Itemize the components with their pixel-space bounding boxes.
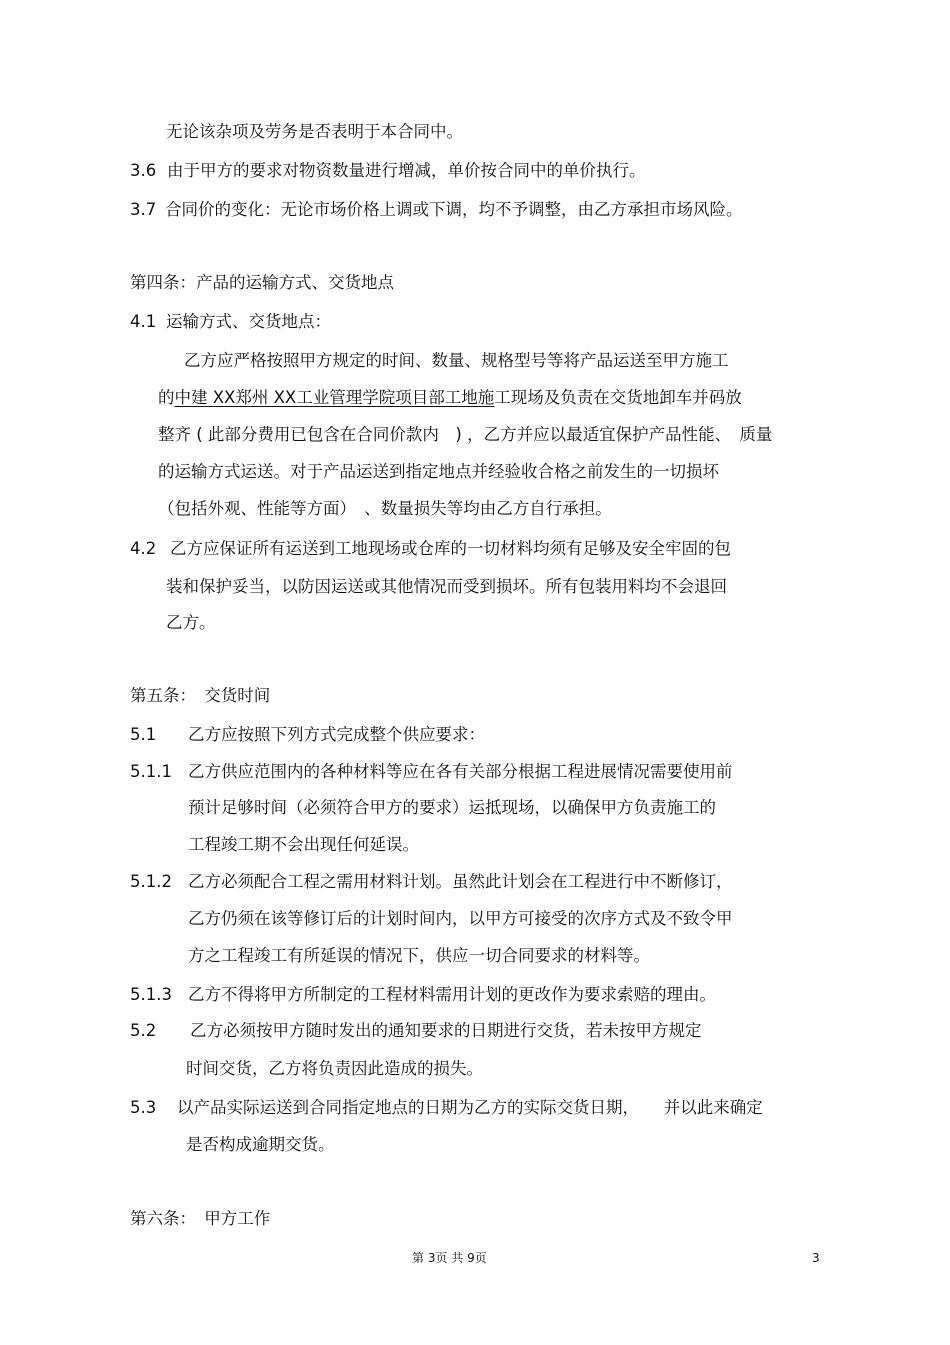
paragraph-line: 时间交货，乙方将负责因此造成的损失。 [186,1059,483,1078]
paragraph-line: 是否构成逾期交货。 [186,1135,335,1154]
clause-number: 3.7 [130,200,157,219]
clause-number: 3.6 [130,161,157,180]
paragraph-line: 整齐 ( 此部分费用已包含在合同价款内 ) ，乙方并应以最适宜保护产品性能、 质量 [158,425,773,444]
clause-text: 乙方必须按甲方随时发出的通知要求的日期进行交货，若未按甲方规定 [190,1021,702,1040]
clause-text: 乙方不得将甲方所制定的工程材料需用计划的更改作为要求索赔的理由。 [188,985,716,1004]
clause-text: 合同价的变化：无论市场价格上调或下调，均不予调整，由乙方承担市场风险。 [165,200,743,219]
article-heading: 第五条： 交货时间 [130,686,271,705]
clause-text: 乙方必须配合工程之需用材料计划。虽然此计划会在工程进行中不断修订， [188,872,733,891]
paragraph-line: 乙方应严格按照甲方规定的时间、数量、规格型号等将产品运送至甲方施工 [184,351,729,370]
clause-text: 乙方应保证所有运送到工地现场或仓库的一切材料均须有足够及安全牢固的包 [170,539,731,558]
paragraph-line: 预计足够时间（必须符合甲方的要求）运抵现场，以确保甲方负责施工的 [188,798,716,817]
clause-text: 运输方式、交货地点： [166,312,331,331]
paragraph-line: 方之工程竣工有所延误的情况下，供应一切合同要求的材料等。 [188,946,650,965]
project-site-name: 中建 XX郑州 XX工业管理学院项目部工地施 [174,388,495,407]
clause-text: 乙方应按照下列方式完成整个供应要求： [188,725,485,744]
article-heading: 第四条：产品的运输方式、交货地点 [130,273,394,292]
article-heading: 第六条： 甲方工作 [130,1209,271,1228]
clause-number: 5.1.1 [130,762,172,781]
text-run: 的 [158,388,175,407]
paragraph-line [158,387,742,409]
clause-number: 5.1.3 [130,985,172,1004]
clause-number: 4.1 [130,312,157,331]
paragraph-line: （包括外观、性能等方面） 、数量损失等均由乙方自行承担。 [158,499,612,518]
page-number: 3 [812,1251,820,1265]
paragraph-line: 的运输方式运送。对于产品运送到指定地点并经验收合格之前发生的一切损坏 [158,462,719,481]
paragraph-line: 无论该杂项及劳务是否表明于本合同中。 [166,122,463,141]
clause-text: 以产品实际运送到合同指定地点的日期为乙方的实际交货日期， 并以此来确定 [177,1098,763,1117]
clause-number: 5.1.2 [130,872,172,891]
paragraph-line: 装和保护妥当，以防因运送或其他情况而受到损坏。所有包装用料均不会退回 [166,577,727,596]
clause-text: 乙方供应范围内的各种材料等应在各有关部分根据工程进展情况需要使用前 [188,762,733,781]
clause-text: 由于甲方的要求对物资数量进行增减，单价按合同中的单价执行。 [167,161,646,180]
clause-number: 4.2 [130,539,157,558]
paragraph-line: 乙方仍须在该等修订后的计划时间内，以甲方可接受的次序方式及不致令甲 [188,909,733,928]
clause-number: 5.2 [130,1021,157,1040]
clause-number: 5.3 [130,1098,157,1117]
paragraph-line: 乙方。 [166,613,216,632]
paragraph-line: 工程竣工期不会出现任何延误。 [188,835,419,854]
text-run: 工现场及负责在交货地卸车并码放 [494,388,742,407]
clause-number: 5.1 [130,725,157,744]
page-counter: 第 3页 共 9页 [412,1251,487,1265]
